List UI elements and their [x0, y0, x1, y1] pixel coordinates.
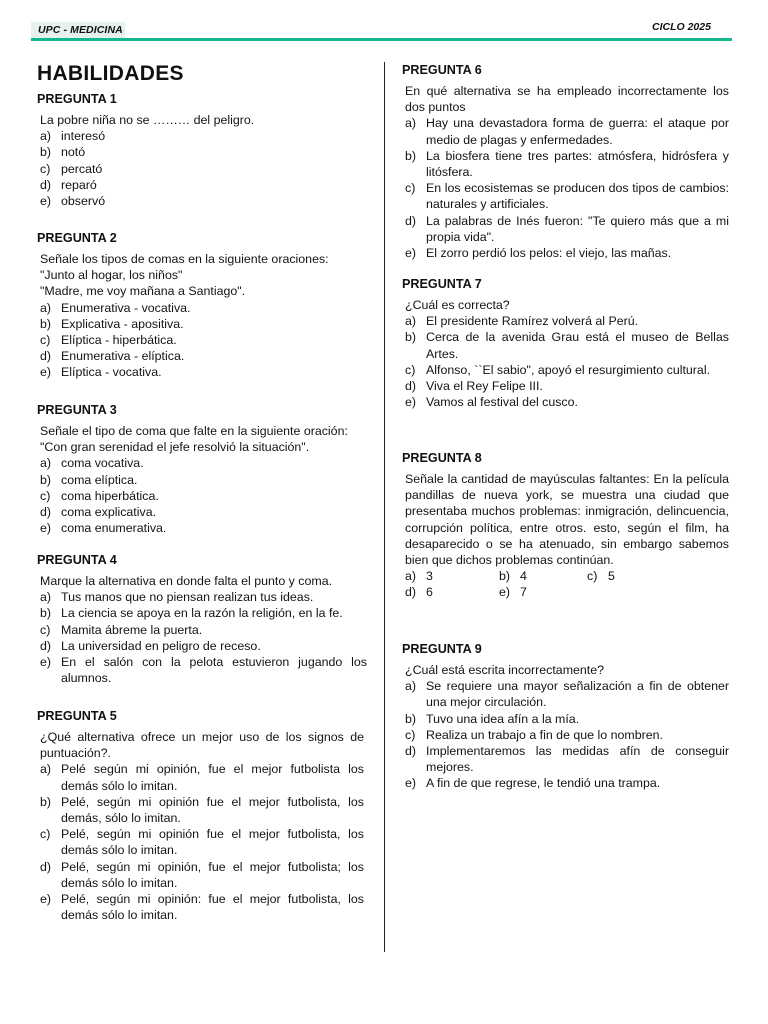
header-cycle: CICLO 2025 [652, 21, 711, 33]
option-label: c) [587, 569, 598, 584]
option-e [402, 245, 729, 261]
option-label: b) [40, 794, 52, 809]
option-text: 6 [426, 585, 433, 600]
option-label: a) [40, 300, 52, 315]
option-text: El presidente Ramírez volverá al Perú. [426, 314, 639, 329]
option-text: La ciencia se apoya en la razón la religión, en la fe. [61, 606, 343, 621]
option-label: c) [40, 488, 51, 503]
option-a [402, 313, 729, 329]
option-a [37, 589, 367, 605]
header-course: UPC - MEDICINA [38, 24, 123, 36]
option-label: b) [405, 711, 417, 726]
option-d [37, 504, 370, 520]
option-text: observó [61, 194, 106, 209]
option-b [37, 144, 370, 160]
option-c [37, 826, 364, 858]
question-heading: PREGUNTA 1 [37, 92, 117, 106]
option-text: Tus manos que no piensan realizan tus ideas. [61, 590, 314, 605]
question-heading: PREGUNTA 7 [402, 277, 482, 291]
option-text: Alfonso, ``El sabio", apoyó el resurgimiento cultural. [426, 362, 711, 377]
option-label: c) [40, 827, 51, 842]
option-d [37, 348, 370, 364]
option-label: d) [405, 379, 417, 394]
option-label: e) [499, 585, 511, 600]
option-label: e) [40, 892, 52, 907]
option-text: Pelé, según mi opinión: fue el mejor futbolista, los demás sólo lo imitan. [61, 892, 364, 923]
options-row-2 [402, 584, 729, 600]
option-b [37, 605, 367, 621]
option-e [37, 891, 364, 923]
option-a [37, 455, 370, 471]
option-text: Explicativa - apositiva. [61, 316, 184, 331]
option-label: e) [40, 365, 52, 380]
option-text: Implementaremos las medidas afín de conseguir mejores. [426, 744, 729, 775]
question-stem: Señale la cantidad de mayúsculas faltantes: En la película pandillas de nueva york, se muestra una ciudad que presentaba muchos problemas: inmigración, delincuencia, corrupción política, entre otros. esto, según el film, ha desaparecido o se ha atenuado, sin embargo sabemos bien que dichos problemas continúan. [405, 472, 729, 568]
option-text: La universidad en peligro de receso. [61, 638, 261, 653]
option-b [496, 568, 584, 584]
option-a [37, 761, 364, 793]
option-text: Vamos al festival del cusco. [426, 395, 578, 410]
option-label: c) [405, 362, 416, 377]
options-row-1 [402, 568, 729, 584]
option-label: c) [40, 333, 51, 348]
option-label: e) [40, 194, 52, 209]
question-heading: PREGUNTA 2 [37, 231, 117, 245]
option-label: a) [40, 590, 52, 605]
option-e [37, 520, 370, 536]
question-stem: Señale el tipo de coma que falte en la siguiente oración: [40, 424, 348, 438]
option-text: Pelé, según mi opinión, fue el mejor futbolista; los demás sólo lo imitan. [61, 859, 364, 890]
question-heading: PREGUNTA 3 [37, 403, 117, 417]
option-label: e) [40, 655, 52, 670]
option-e [37, 193, 370, 209]
question-6 [402, 62, 729, 261]
option-c [37, 622, 367, 638]
option-e [37, 364, 370, 380]
option-label: b) [40, 145, 52, 160]
option-d [37, 177, 370, 193]
question-stem: La pobre niña no se ……… del peligro. [40, 113, 255, 127]
question-stem: Señale los tipos de comas en la siguiente oraciones: [40, 252, 329, 266]
question-9 [402, 641, 729, 792]
column-divider [384, 62, 385, 952]
option-label: e) [405, 776, 417, 791]
option-text: coma vocativa. [61, 456, 144, 471]
question-heading: PREGUNTA 8 [402, 451, 482, 465]
option-a [37, 128, 370, 144]
option-label: a) [405, 569, 417, 584]
option-d [402, 743, 729, 775]
option-text: Pelé según mi opinión, fue el mejor futbolista los demás sólo lo imitan. [61, 762, 364, 793]
option-c [402, 727, 729, 743]
page-title: HABILIDADES [37, 62, 184, 85]
option-label: a) [405, 679, 417, 694]
option-text: percató [61, 161, 103, 176]
header-rule [31, 38, 732, 41]
option-label: d) [40, 505, 52, 520]
option-label: c) [40, 622, 51, 637]
option-label: d) [40, 638, 52, 653]
option-b [37, 316, 370, 332]
option-b [37, 794, 364, 826]
option-text: Se requiere una mayor señalización a fin de obtener una mejor circulación. [426, 679, 729, 710]
option-text: coma hiperbática. [61, 488, 159, 503]
question-5 [37, 708, 364, 923]
option-text: Pelé, según mi opinión fue el mejor futbolista, los demás sólo lo imitan. [61, 827, 364, 858]
option-e [37, 654, 367, 686]
option-e [402, 394, 729, 410]
option-label: c) [405, 727, 416, 742]
option-text: 5 [608, 569, 615, 584]
question-7 [402, 276, 729, 410]
option-text: El zorro perdió los pelos: el viejo, las mañas. [426, 246, 672, 261]
question-stem: En qué alternativa se ha empleado incorrectamente los dos puntos [405, 84, 729, 115]
question-stem: Marque la alternativa en donde falta el punto y coma. [40, 574, 333, 588]
question-heading: PREGUNTA 6 [402, 63, 482, 77]
option-c [37, 332, 370, 348]
option-label: c) [40, 161, 51, 176]
option-text: Pelé, según mi opinión fue el mejor futbolista, los demás, sólo lo imitan. [61, 794, 364, 826]
option-label: d) [40, 177, 52, 192]
option-text: reparó [61, 177, 97, 192]
option-d [37, 638, 367, 654]
option-text: 3 [426, 569, 433, 584]
option-b [402, 329, 729, 361]
option-a [402, 115, 729, 147]
option-text: Tuvo una idea afín a la mía. [426, 711, 580, 726]
option-c [37, 161, 370, 177]
option-text: Realiza un trabajo a fin de que lo nombren. [426, 727, 663, 742]
option-text: Enumerativa - vocativa. [61, 300, 191, 315]
option-c [402, 362, 729, 378]
option-label: d) [405, 585, 417, 600]
question-heading: PREGUNTA 9 [402, 642, 482, 656]
option-d [402, 378, 729, 394]
option-b [402, 711, 729, 727]
option-label: b) [499, 569, 511, 584]
option-text: coma elíptica. [61, 472, 138, 487]
option-text: La palabras de Inés fueron: "Te quiero más que a mi propia vida". [426, 213, 729, 244]
option-label: a) [40, 762, 52, 777]
option-label: e) [40, 521, 52, 536]
question-8 [402, 450, 729, 601]
option-label: a) [405, 314, 417, 329]
question-stem: ¿Qué alternativa ofrece un mejor uso de los signos de puntuación?. [40, 730, 364, 761]
option-c [584, 568, 615, 584]
question-stem: ¿Cuál está escrita incorrectamente? [405, 663, 605, 677]
option-text: La biosfera tiene tres partes: atmósfera, hidrósfera y litósfera. [426, 148, 729, 180]
option-text: interesó [61, 129, 106, 144]
option-label: d) [40, 859, 52, 874]
option-e [402, 775, 729, 791]
option-text: 4 [520, 569, 527, 584]
question-3 [37, 402, 370, 536]
question-4 [37, 552, 367, 686]
question-1 [37, 91, 370, 209]
option-c [402, 180, 729, 212]
question-stem: "Con gran serenidad el jefe resolvió la situación". [40, 440, 310, 455]
option-label: c) [405, 181, 416, 196]
option-a [402, 678, 729, 710]
option-label: b) [40, 606, 52, 621]
option-text: A fin de que regrese, le tendió una trampa. [426, 776, 661, 791]
option-c [37, 488, 370, 504]
option-label: a) [405, 116, 417, 131]
option-label: b) [405, 148, 417, 163]
option-text: Enumerativa - elíptica. [61, 349, 185, 364]
option-text: Hay una devastadora forma de guerra: el ataque por medio de plagas y enfermedades. [426, 116, 729, 147]
question-heading: PREGUNTA 4 [37, 553, 117, 567]
option-text: notó [61, 145, 86, 160]
option-a [37, 300, 370, 316]
option-d [402, 584, 496, 600]
option-e [496, 584, 584, 600]
option-b [37, 472, 370, 488]
option-a [402, 568, 496, 584]
option-text: Cerca de la avenida Grau está el museo de Bellas Artes. [426, 330, 729, 361]
option-label: d) [405, 744, 417, 759]
option-label: d) [405, 213, 417, 228]
option-d [37, 859, 364, 891]
option-text: En el salón con la pelota estuvieron jugando los alumnos. [61, 655, 367, 686]
option-d [402, 213, 729, 245]
option-text: Mamita ábreme la puerta. [61, 622, 203, 637]
option-label: e) [405, 246, 417, 261]
option-label: b) [40, 472, 52, 487]
option-label: e) [405, 395, 417, 410]
question-stem: "Junto al hogar, los niños" [40, 268, 183, 283]
option-text: 7 [520, 585, 527, 600]
option-text: Elíptica - hiperbática. [61, 333, 177, 348]
option-text: coma explicativa. [61, 505, 157, 520]
question-heading: PREGUNTA 5 [37, 709, 117, 723]
option-label: a) [40, 456, 52, 471]
option-text: En los ecosistemas se producen dos tipos de cambios: naturales y artificiales. [426, 181, 729, 212]
question-stem: "Madre, me voy mañana a Santiago". [40, 284, 246, 299]
option-label: b) [405, 330, 417, 345]
option-b [402, 148, 729, 180]
option-text: coma enumerativa. [61, 521, 167, 536]
option-label: a) [40, 129, 52, 144]
option-text: Viva el Rey Felipe III. [426, 379, 543, 394]
question-2 [37, 230, 370, 381]
question-stem: ¿Cuál es correcta? [405, 298, 510, 312]
option-text: Elíptica - vocativa. [61, 365, 162, 380]
option-label: b) [40, 316, 52, 331]
option-label: d) [40, 349, 52, 364]
